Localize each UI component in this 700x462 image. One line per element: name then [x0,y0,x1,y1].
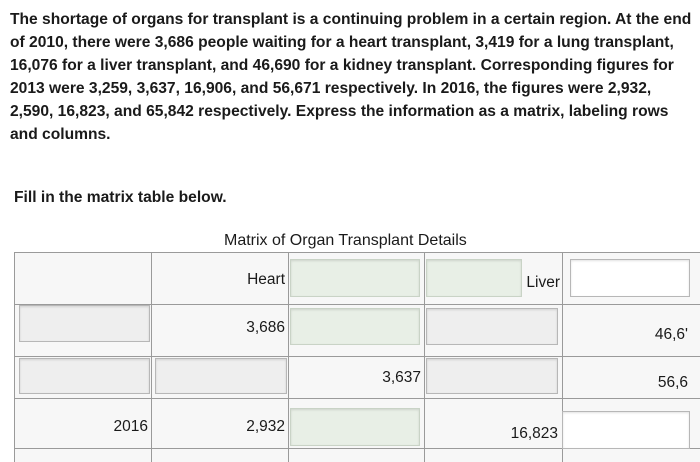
row-2-heart-input[interactable] [155,358,287,394]
row-2-kidney-value: 56,6 [657,374,688,391]
row-1-lung-input[interactable] [290,308,420,345]
table-border-left [14,252,15,462]
row-1-label-input[interactable] [19,305,150,342]
header-heart: Heart [247,271,285,288]
row-1-heart-value: 3,686 [246,319,285,336]
row-3-year-label: 2016 [113,418,148,435]
matrix-table [14,252,700,462]
row-2-label-input[interactable] [19,358,150,394]
row-3-kidney-input[interactable] [562,411,690,449]
header-column-6-input[interactable] [570,259,690,297]
column-divider [151,252,152,462]
table-border-top [14,252,700,253]
row-1-liver-input[interactable] [426,308,558,345]
question-text: The shortage of organs for transplant is a continuing problem in a certain region. At the end of 2010, there were 3,686 people waiting for a heart transplant, 3,419 for a lung transplant, 16,076 for a liver transplant, and 46,690 for a kidney transplant. Corresponding figures for 2013 were 3,259, 3,637, 16,906, and 56,671 respectively. In 2016, the figures were 2,932, 2,590, 16,823, and 65,842 respectively. Express the information as a matrix, labeling rows and columns. [10,11,692,143]
row-divider [14,356,700,357]
row-2-liver-input[interactable] [426,358,558,394]
header-column-3-input[interactable] [290,259,420,297]
row-2-lung-value: 3,637 [382,369,421,386]
row-divider [14,398,700,399]
row-3-liver-value: 16,823 [510,425,558,442]
row-3-lung-input[interactable] [290,408,420,446]
instruction-text: Fill in the matrix table below. [14,189,227,206]
header-liver: Liver [526,274,560,291]
column-divider [424,252,425,462]
column-divider [288,252,289,462]
matrix-title: Matrix of Organ Transplant Details [224,232,467,249]
row-1-kidney-value: 46,6' [654,326,688,343]
row-3-heart-value: 2,932 [246,418,285,435]
